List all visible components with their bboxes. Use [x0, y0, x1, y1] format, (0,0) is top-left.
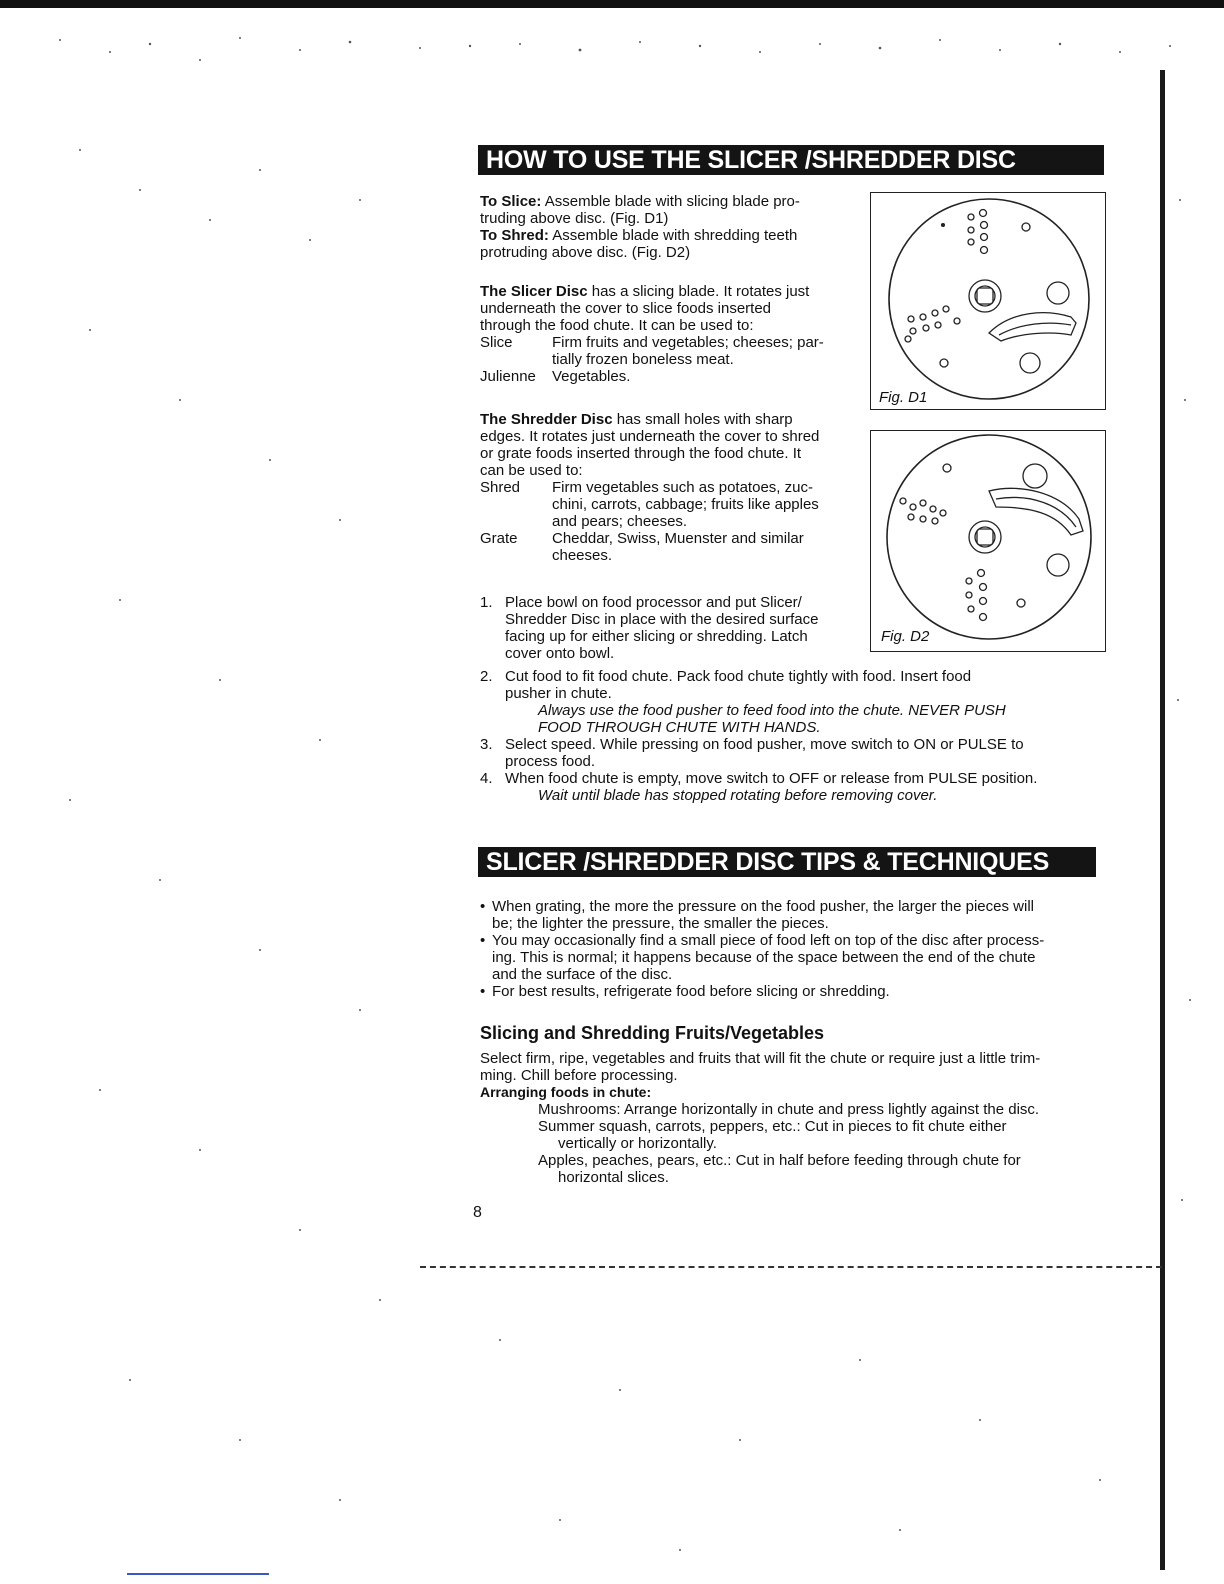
page-number: 8 [473, 1204, 482, 1221]
step-number: 4. [480, 770, 493, 787]
step-text: facing up for either slicing or shredding. Latch [505, 628, 808, 645]
shredder-disc-text-4: can be used to: [480, 462, 583, 479]
step-number: 3. [480, 736, 493, 753]
bullet-text: be; the lighter the pressure, the smaller the pieces. [492, 915, 829, 932]
arranging-item-cont: horizontal slices. [558, 1169, 669, 1186]
arranging-item: Mushrooms: Arrange horizontally in chute and press lightly against the disc. [538, 1101, 1040, 1118]
step-text: cover onto bowl. [505, 645, 615, 662]
scan-top-border [0, 0, 1224, 8]
subheading-slicing-shredding: Slicing and Shredding Fruits/Vegetables [480, 1023, 825, 1043]
step-3 [480, 736, 1100, 770]
tips-bullet-list [480, 898, 1100, 1000]
figure-d2-shredder-disc [870, 430, 1106, 652]
step-text: Cut food to fit food chute. Pack food chute tightly with food. Insert food [505, 668, 972, 685]
to-slice-label: To Slice: [480, 193, 542, 210]
definition-term: Grate [480, 530, 518, 547]
page-edge-bottom [420, 1266, 1162, 1268]
definition-desc: tially frozen boneless meat. [552, 351, 734, 368]
shredder-disc-text-2: edges. It rotates just underneath the cover to shred [480, 428, 820, 445]
slicer-disc-label: The Slicer Disc [480, 283, 588, 300]
shredder-disc-text: has small holes with sharp [612, 411, 793, 428]
step-number: 1. [480, 594, 493, 611]
to-shred-text: Assemble blade with shredding teeth [548, 227, 798, 244]
step-1 [480, 594, 860, 662]
step-text: Place bowl on food processor and put Slicer/ [505, 594, 802, 611]
shredder-disc-text-3: or grate foods inserted through the food chute. It [480, 445, 802, 462]
step-number: 2. [480, 668, 493, 685]
bullet-text: ing. This is normal; it happens because of the space between the end of the chute [492, 949, 1036, 966]
definition-row [480, 334, 850, 368]
definition-term: Shred [480, 479, 521, 496]
bullet-dot: • [480, 932, 486, 949]
definition-row [480, 368, 850, 385]
bullet-text: and the surface of the disc. [492, 966, 673, 983]
definition-desc: and pears; cheeses. [552, 513, 688, 530]
bullet-dot: • [480, 983, 486, 1000]
to-shred-text-2: protruding above disc. (Fig. D2) [480, 244, 691, 261]
definition-desc: Cheddar, Swiss, Muenster and similar [552, 530, 804, 547]
section-banner-how-to-use: HOW TO USE THE SLICER /SHREDDER DISC [478, 145, 1104, 175]
step-2 [480, 668, 1100, 702]
shredder-disc-block [480, 411, 850, 564]
definition-term: Julienne [480, 368, 536, 385]
step-4 [480, 770, 1100, 787]
bullet-text: When grating, the more the pressure on the food pusher, the larger the pieces will [492, 898, 1034, 915]
slicer-disc-text-3: through the food chute. It can be used to: [480, 317, 754, 334]
step-text: process food. [505, 753, 596, 770]
step-text: When food chute is empty, move switch to OFF or release from PULSE position. [505, 770, 1038, 787]
steps-list [480, 668, 1100, 804]
to-slice-text: Assemble blade with slicing blade pro- [541, 193, 800, 210]
arranging-item-cont: vertically or horizontally. [558, 1135, 717, 1152]
definition-row [480, 530, 850, 564]
page-edge-right [1160, 70, 1165, 1570]
to-slice-shred-block [480, 193, 850, 261]
slicing-intro [480, 1050, 1100, 1186]
list-item [480, 983, 1100, 1000]
slicer-disc-illustration [871, 193, 1105, 409]
definition-desc: Firm vegetables such as potatoes, zuc- [552, 479, 813, 496]
intro-text: Select firm, ripe, vegetables and fruits that will fit the chute or require just a little trim- [480, 1050, 1041, 1067]
figure-d1-caption: Fig. D1 [879, 389, 928, 406]
arranging-label: Arranging foods in chute: [480, 1084, 652, 1100]
section-banner-tips: SLICER /SHREDDER DISC TIPS & TECHNIQUES [478, 847, 1096, 877]
step-text: Shredder Disc in place with the desired surface [505, 611, 819, 628]
figure-d2-caption: Fig. D2 [881, 628, 930, 645]
list-item [480, 898, 1100, 932]
bottom-rule [127, 1573, 269, 1575]
slicer-disc-text-2: underneath the cover to slice foods inserted [480, 300, 772, 317]
bullet-text: For best results, refrigerate food before slicing or shredding. [492, 983, 890, 1000]
figure-d1-slicer-disc [870, 192, 1106, 410]
slicer-disc-text: has a slicing blade. It rotates just [587, 283, 810, 300]
slicer-disc-block [480, 283, 850, 385]
step-text: Select speed. While pressing on food pusher, move switch to ON or PULSE to [505, 736, 1024, 753]
list-item [480, 932, 1100, 983]
step-text: pusher in chute. [505, 685, 612, 702]
definition-term: Slice [480, 334, 513, 351]
definition-desc: cheeses. [552, 547, 613, 564]
step-note-warning: Always use the food pusher to feed food into the chute. NEVER PUSH [538, 702, 1006, 719]
definition-desc: chini, carrots, cabbage; fruits like apples [552, 496, 819, 513]
to-shred-label: To Shred: [480, 227, 549, 244]
definition-desc: Vegetables. [552, 368, 631, 385]
arranging-item: Apples, peaches, pears, etc.: Cut in half before feeding through chute for [538, 1152, 1021, 1169]
bullet-dot: • [480, 898, 486, 915]
arranging-item: Summer squash, carrots, peppers, etc.: Cut in pieces to fit chute either [538, 1118, 1007, 1135]
definition-desc: Firm fruits and vegetables; cheeses; par- [552, 334, 824, 351]
bullet-text: You may occasionally find a small piece of food left on top of the disc after process- [492, 932, 1045, 949]
intro-text: ming. Chill before processing. [480, 1067, 678, 1084]
definition-row [480, 479, 850, 530]
shredder-disc-label: The Shredder Disc [480, 411, 613, 428]
to-slice-text-2: truding above disc. (Fig. D1) [480, 210, 669, 227]
step-note-wait: Wait until blade has stopped rotating before removing cover. [538, 787, 938, 804]
shredder-disc-illustration [871, 431, 1105, 651]
step-note-warning-2: FOOD THROUGH CHUTE WITH HANDS. [538, 719, 821, 736]
